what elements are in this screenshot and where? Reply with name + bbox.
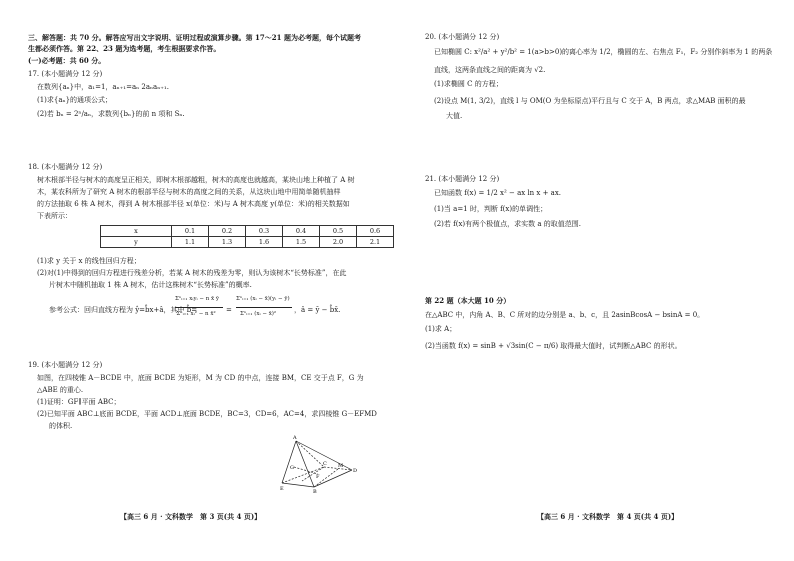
q22-text-1: 在△ABC 中，内角 A、B、C 所对的边分别是 a、b、c，且 2asinBcosA − bsinA = 0。 [425,311,705,319]
q18-formula-prefix: 参考公式：回归直线方程为 ŷ=b̂x+â，其中 b̂= [49,306,198,314]
label-B: B [313,489,317,493]
q20-part2-1: (2)设点 M(1, 3/2)，直线 l 与 OM(O 为坐标原点)平行且与 C 交于 A，B 两点，求△MAB 面积的最 [434,97,746,105]
q17-part1: (1)求{aₙ}的通项公式； [37,96,113,104]
table-cell: 0.2 [209,226,246,237]
table-cell: 0.1 [172,226,209,237]
q21-part1: (1)当 a=1 时，判断 f(x)的单调性； [434,205,548,213]
q17-stem: 在数列{aₙ}中，a₁=1，aₙ₊₁=aₙ 2aₙaₙ₊₁. [37,83,169,91]
pyramid-figure [280,433,360,493]
q20-part1: (1)求椭圆 C 的方程； [434,80,503,88]
section3-instruction-2: 生都必须作答。第 22、23 题为选考题，考生根据要求作答。 [28,44,221,53]
table-cell: 0.3 [246,226,283,237]
table-header-x: x [101,226,172,237]
q18-text-2: 木，某农科所为了研究 A 树木的根部半径与树木的高度之间的关系，从这块山地中用简单随机抽样 [37,188,341,196]
q19-text-1: 如图，在四棱锥 A－BCDE 中，底面 BCDE 为矩形，M 为 CD 的中点，连接 BM，CE 交于点 F，G 为 [37,374,364,382]
table-cell: 1.1 [172,237,209,248]
q18-part1: (1)求 y 关于 x 的线性回归方程； [37,257,141,265]
table-cell: 1.6 [246,237,283,248]
formula-fraction1-denominator: Σⁿᵢ₌₁ xᵢ² − n x̄² [176,311,216,317]
formula-equals: = [226,306,232,314]
label-A: A [293,435,297,441]
table-cell: 0.4 [283,226,320,237]
q21-text-1: 已知函数 f(x) = 1/2 x² − ax ln x + ax. [434,189,562,197]
table-cell: 2.1 [357,237,394,248]
q22-part2: (2)当函数 f(x) = sinB + √3sin(C − π/6) 取得最大值时，试判断△ABC 的形状。 [425,342,682,350]
q20-text-1: 已知椭圆 C: x²/a² + y²/b² = 1(a>b>0)的离心率为 1/2，椭圆的左、右焦点 F₁，F₂ 分别作斜率为 1 的两条 [434,48,773,56]
q18-part2-2: 片树木中随机抽取 1 株 A 树木，估计这株树木“长势标准”的概率. [49,281,252,289]
left-footer: 【高三 6 月 · 文科数学 第 3 页(共 4 页)】 [120,512,262,521]
fraction-bar [236,307,292,308]
q18-text-1: 树木根部半径与树木的高度呈正相关，即树木根部越粗，树木的高度也就越高，某块山地上种植了 A 树 [37,176,355,184]
label-C: C [323,461,327,467]
required-section-header: (一)必考题：共 60 分。 [28,56,106,65]
q18-text-3: 的方法抽取 6 株 A 树木，得到 A 树木根部半径 x(单位：米)与 A 树木高度 y(单位：米)的相关数据如 [37,200,350,208]
label-D: D [353,468,358,474]
table-row-x [101,226,394,237]
label-G: G [290,465,294,471]
q22-part1: (1)求 A； [425,325,457,333]
q18-text-4: 下表所示： [37,212,72,220]
right-footer: 【高三 6 月 · 文科数学 第 4 页(共 4 页)】 [537,512,679,521]
q18-part2-1: (2)对(1)中得到的回归方程进行残差分析，若某 A 树木的残差为零，则认为该树木“长势标准”，在此 [37,269,347,277]
table-cell: 1.5 [283,237,320,248]
label-E: E [280,486,284,492]
formula-fraction2-denominator: Σⁿᵢ₌₁ (xᵢ − x̄)² [240,311,277,317]
formula-fraction1-numerator: Σⁿᵢ₌₁ xᵢyᵢ − n x̄ ȳ [175,296,220,302]
table-header-y: y [101,237,172,248]
q19-part2-1: (2)已知平面 ABC⊥底面 BCDE，平面 ACD⊥底面 BCDE，BC=3，CD=6，AC=4，求四棱锥 G－EFMD [37,410,377,418]
q19-title: 19. (本小题满分 12 分) [28,361,103,369]
q19-text-2: △ABE 的重心. [37,386,84,394]
q21-part2: (2)若 f(x)有两个极值点，求实数 a 的取值范围. [434,220,581,228]
table-cell: 0.6 [357,226,394,237]
section3-instruction-1: 三、解答题：共 70 分。解答应写出文字说明、证明过程或演算步骤。第 17～21 题为必考题，每个试题考 [28,33,361,42]
fraction-bar [175,307,223,308]
q21-title: 21. (本小题满分 12 分) [425,175,500,183]
q20-title: 20. (本小题满分 12 分) [425,33,500,41]
table-cell: 1.3 [209,237,246,248]
q17-title: 17. (本小题满分 12 分) [28,70,103,78]
table-row-y [101,237,394,248]
q17-part2: (2)若 bₙ = 2ⁿ/aₙ，求数列{bₙ}的前 n 项和 Sₙ. [37,110,185,118]
formula-fraction2-numerator: Σⁿᵢ₌₁ (xᵢ − x̄)(yᵢ − ȳ) [236,296,290,302]
right-page [397,0,794,561]
q20-part2-2: 大值. [446,112,463,120]
q19-part2-2: 的体积. [49,422,73,430]
q18-formula-intercept: ，â = ȳ − b̂x̄. [294,306,341,314]
q18-data-table [100,225,394,248]
table-cell: 2.0 [320,237,357,248]
q19-part1: (1)证明：GF∥平面 ABC； [37,398,121,406]
q20-text-2: 直线，这两条直线之间的距离为 √2. [434,66,546,74]
label-M: M [338,463,344,469]
q22-title: 第 22 题（本大题 10 分） [425,296,511,305]
label-F: F [316,474,320,480]
table-cell: 0.5 [320,226,357,237]
q18-title: 18. (本小题满分 12 分) [28,163,103,171]
